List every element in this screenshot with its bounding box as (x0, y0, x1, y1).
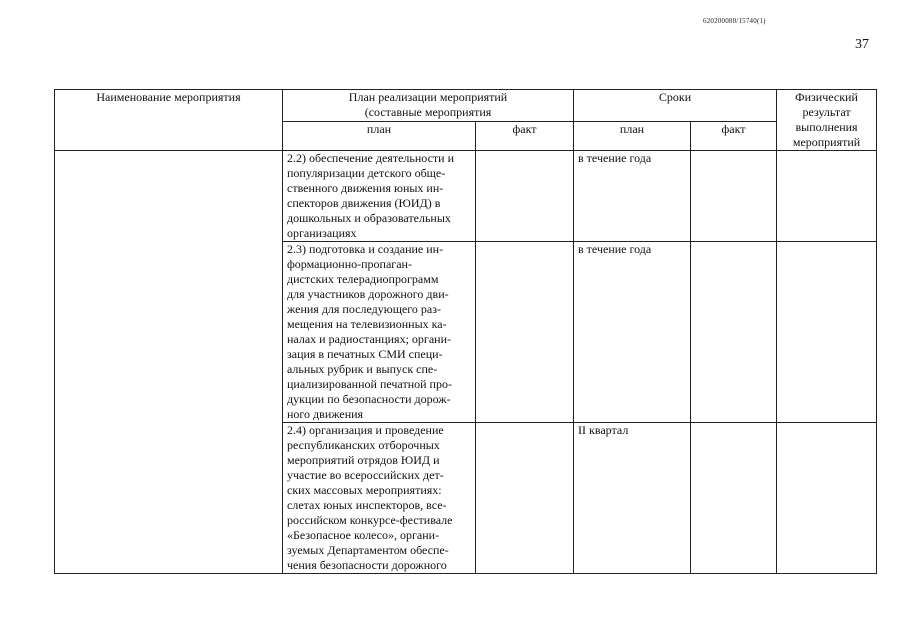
table-row (55, 151, 877, 242)
plan-fact-cell (476, 423, 574, 574)
result-cell (777, 423, 877, 574)
measure-description-cell (283, 242, 476, 423)
description-line: ственного движения юных ин- (287, 181, 444, 195)
result-cell (777, 242, 877, 423)
measure-name-cell (55, 151, 283, 574)
description-line: участие во всероссийских дет- (287, 468, 444, 482)
description-line: 2.2) обеспечение деятельности и (287, 151, 454, 165)
term-plan-cell: в течение года (574, 242, 691, 423)
column-header-terms-plan: план (574, 121, 691, 150)
result-cell (777, 151, 877, 242)
description-line: 2.4) организация и проведение (287, 423, 444, 437)
description-line: российском конкурсе-фестивале (287, 513, 453, 527)
description-line: зуемых Департаментом обеспе- (287, 543, 449, 557)
description-line: дукции по безопасности дорож- (287, 392, 451, 406)
column-header-result (777, 90, 877, 151)
measure-description-cell (283, 151, 476, 242)
description-line: 2.3) подготовка и создание ин- (287, 242, 444, 256)
plan-group-line-1: План реализации мероприятий (348, 90, 508, 104)
description-line: налах и радиостанциях; органи- (287, 332, 451, 346)
result-line-3: выполнения (795, 120, 858, 134)
description-line: организациях (287, 226, 357, 240)
column-header-name: Наименование мероприятия (55, 90, 283, 151)
measure-description-cell (283, 423, 476, 574)
description-line: жения для последующего раз- (287, 302, 441, 316)
description-line: республиканских отборочных (287, 438, 440, 452)
term-plan-cell: II квартал (574, 423, 691, 574)
measures-table (54, 89, 877, 574)
description-line: ских массовых мероприятиях: (287, 483, 442, 497)
plan-fact-cell (476, 242, 574, 423)
plan-fact-cell (476, 151, 574, 242)
description-line: слетах юных инспекторов, все- (287, 498, 447, 512)
plan-group-line-2: (составные мероприятия (364, 105, 492, 119)
description-line: формационно-пропаган- (287, 257, 412, 271)
description-line: чения безопасности дорожного (287, 558, 447, 572)
description-line: популяризации детского обще- (287, 166, 446, 180)
description-line: спекторов движения (ЮИД) в (287, 196, 441, 210)
column-header-terms-fact: факт (691, 121, 777, 150)
term-plan-cell: в течение года (574, 151, 691, 242)
result-line-4: мероприятий (792, 135, 861, 149)
description-line: дистских телерадиопрограмм (287, 272, 439, 286)
column-header-terms: Сроки (574, 90, 777, 122)
description-line: зация в печатных СМИ специ- (287, 347, 443, 361)
description-line: для участников дорожного дви- (287, 287, 449, 301)
term-fact-cell (691, 151, 777, 242)
page-number: 37 (855, 37, 869, 52)
column-header-fact: факт (476, 121, 574, 150)
description-line: мещения на телевизионных ка- (287, 317, 447, 331)
description-line: ного движения (287, 407, 364, 421)
table-header-row (55, 90, 877, 122)
description-line: циализированной печатной про- (287, 377, 452, 391)
description-line: дошкольных и образовательных (287, 211, 451, 225)
document-id: 620200080/15740(1) (703, 17, 766, 25)
column-header-plan: план (283, 121, 476, 150)
result-line-2: результат (802, 105, 851, 119)
description-line: «Безопасное колесо», органи- (287, 528, 440, 542)
description-line: альных рубрик и выпуск спе- (287, 362, 438, 376)
term-fact-cell (691, 242, 777, 423)
result-line-1: Физический (795, 90, 858, 104)
description-line: мероприятий отрядов ЮИД и (287, 453, 440, 467)
term-fact-cell (691, 423, 777, 574)
column-header-plan-group (283, 90, 574, 122)
